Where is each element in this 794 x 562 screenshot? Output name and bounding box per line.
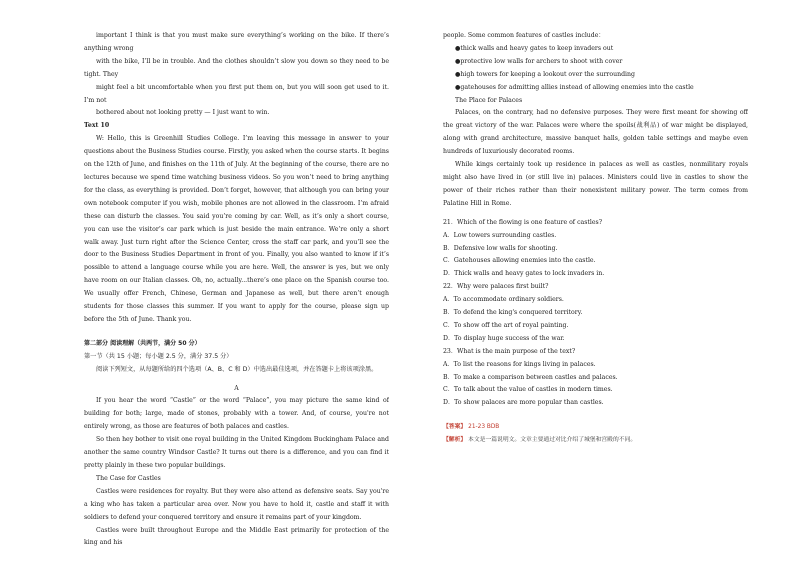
para-1: If you hear the word “Castle” or the word “Palace”, you may picture the same kind of building for both; large, made of stones, probably with a tower. And, of course, you're not entirely wrong, as those are features of both palaces and castles. bbox=[84, 397, 389, 431]
instruction: 阅读下列短文，从每题所给的四个选项（A、B、C 和 D）中选出最佳选项，并在答题卡上将该项涂黑。 bbox=[96, 365, 378, 373]
option-d: D．Thick walls and heavy gates to lock invaders in. bbox=[443, 270, 605, 278]
feature-bullet: ●protective low walls for archers to shoot with cover bbox=[455, 57, 623, 65]
para-6: While kings certainly took up residence in palaces as well as castles, nonmilitary royals might also have lived in (or still live in) palaces. Ministers could live in castles to show the power of their riches rather than their nonexistent military power. The term comes from Palatine Hill in Rome. bbox=[443, 161, 748, 207]
option-c: C．Gatehouses allowing enemies into the castle. bbox=[443, 257, 596, 265]
question-22 bbox=[443, 281, 748, 346]
question-stem: 22．Why were palaces first built? bbox=[443, 283, 549, 291]
para-2: So then hey bother to visit one royal building in the United Kingdom Buckingham Palace and another the same country Windsor Castle? It turns out there is a difference, and you can find it pretty plainly in these two popular buildings. bbox=[84, 436, 389, 469]
top-line-4: bothered about not looking pretty — I just want to win. bbox=[96, 109, 270, 117]
option-c: C．To show off the art of royal painting. bbox=[443, 321, 569, 329]
answer-label: 【答案】 bbox=[443, 424, 467, 431]
option-a: A．To accommodate ordinary soldiers. bbox=[443, 296, 564, 304]
gap bbox=[84, 327, 389, 338]
para-5: Palaces, on the contrary, had no defensive purposes. They were first meant for showing off the great victory of the war. Palaces were where the spoils(战利品) of war might be displayed, along with grand architecture, massive banquet halls, golden table settings and maybe even hundreds of luxuriously decorated rooms. bbox=[443, 109, 748, 156]
left-column bbox=[84, 0, 389, 562]
left-top-spacer bbox=[84, 0, 389, 30]
text10-title: Text 10 bbox=[84, 122, 110, 130]
para-3: Castles were residences for royalty. But they were also attend as defensive seats. Say you're a king who has taken a particular area over. Now you have to hold it, castle and staff it with soldiers to defend your conquered territory and ensure it remains part of your kingdom. bbox=[84, 487, 389, 521]
part2-title: 第二部分 阅读理解（共两节，满分 50 分） bbox=[84, 339, 201, 347]
right-top-spacer bbox=[443, 0, 748, 30]
intro-line: people. Some common features of castles include： bbox=[443, 32, 605, 39]
option-b: B．To defend the king's conquered territory. bbox=[443, 309, 583, 317]
gap bbox=[443, 410, 748, 421]
question-21 bbox=[443, 217, 748, 282]
section1-title: 第一节（共 15 小题；每小题 2.5 分，满分 37.5 分） bbox=[84, 352, 233, 360]
right-column bbox=[443, 0, 748, 562]
text10-body: W: Hello, this is Greenhill Studies College. I’m leaving this message in answer to your questions about the Business Studies course. Firstly, you asked when the course starts. It begins on the 12th of June, and finishes on the 11th of July. At the beginning of the course, there are no lectures because we spend time watching business videos. So you won’t need to bring anything for the class, as everything is provided. Don’t forget, however, that although you can bring your own notebook computer if you wish, mobile phones are not allowed in the classroom. I’m afraid these can disturb the classes. You said you’re coming by car. Well, as it’s only a short course, you can use the visitor’s car park which is just beside the main entrance. We’re only a short walk away. Just turn right after the Science Center, cross the staff car park, and you’ll see the door to the Business Studies Department in front of you. Finally, you also wanted to know if it’s possible to attend a language course while you are here. Well, the answer is yes, but we only have room on our Italian classes. Oh, no, actually...there’s one place on the Spanish course too. We usually offer French, Chinese, German and Japanese as well, but there aren’t enough students for those classes this summer. If you want to apply for the course, please sign up before the 5th of June. Thank you. bbox=[84, 135, 389, 323]
option-a: A．Low towers surrounding castles. bbox=[443, 231, 557, 239]
option-b: B．To make a comparison between castles and palaces. bbox=[443, 373, 618, 381]
para-4: Castles were built throughout Europe and the Middle East primarily for protection of the king and his bbox=[84, 526, 389, 547]
answer-text: 21-23 BDB bbox=[468, 424, 500, 431]
top-line-1: important I think is that you must make sure everything’s working on the bike. If there’s anything wrong bbox=[84, 32, 389, 52]
explanation-text: 本文是一篇说明文。文章主要通过对比介绍了城堡和宫殿的不同。 bbox=[468, 437, 637, 444]
option-d: D．To display huge success of the war. bbox=[443, 334, 565, 342]
option-b: B．Defensive low walls for shooting. bbox=[443, 244, 558, 252]
passage-letter: A bbox=[234, 384, 239, 392]
question-stem: 23．What is the main purpose of the text? bbox=[443, 347, 576, 355]
option-d: D．To show palaces are more popular than castles. bbox=[443, 399, 604, 407]
top-line-2: with the bike, I’ll be in trouble. And the clothes shouldn’t slow you down so they need to be tight. They bbox=[84, 57, 389, 78]
answer-line bbox=[443, 421, 748, 434]
explanation-label: 【解析】 bbox=[443, 437, 467, 444]
feature-bullet: ●gatehouses for admitting allies instead of allowing enemies into the castle bbox=[455, 83, 694, 91]
option-a: A．To list the reasons for kings living in palaces. bbox=[443, 360, 596, 368]
question-stem: 21．Which of the flowing is one feature of castles? bbox=[443, 218, 603, 226]
explanation-line bbox=[443, 434, 748, 447]
question-23 bbox=[443, 346, 748, 411]
feature-bullet: ●high towers for keeping a lookout over the surrounding bbox=[455, 70, 635, 78]
case-palaces-title: The Place for Palaces bbox=[455, 96, 523, 104]
feature-bullet: ●thick walls and heavy gates to keep invaders out bbox=[455, 44, 614, 52]
top-line-3: might feel a bit uncomfortable when you first put them on, but you will soon get used to it. I’m not bbox=[84, 83, 389, 104]
option-c: C．To talk about the value of castles in modern times. bbox=[443, 386, 613, 394]
case-castles-title: The Case for Castles bbox=[96, 474, 161, 482]
